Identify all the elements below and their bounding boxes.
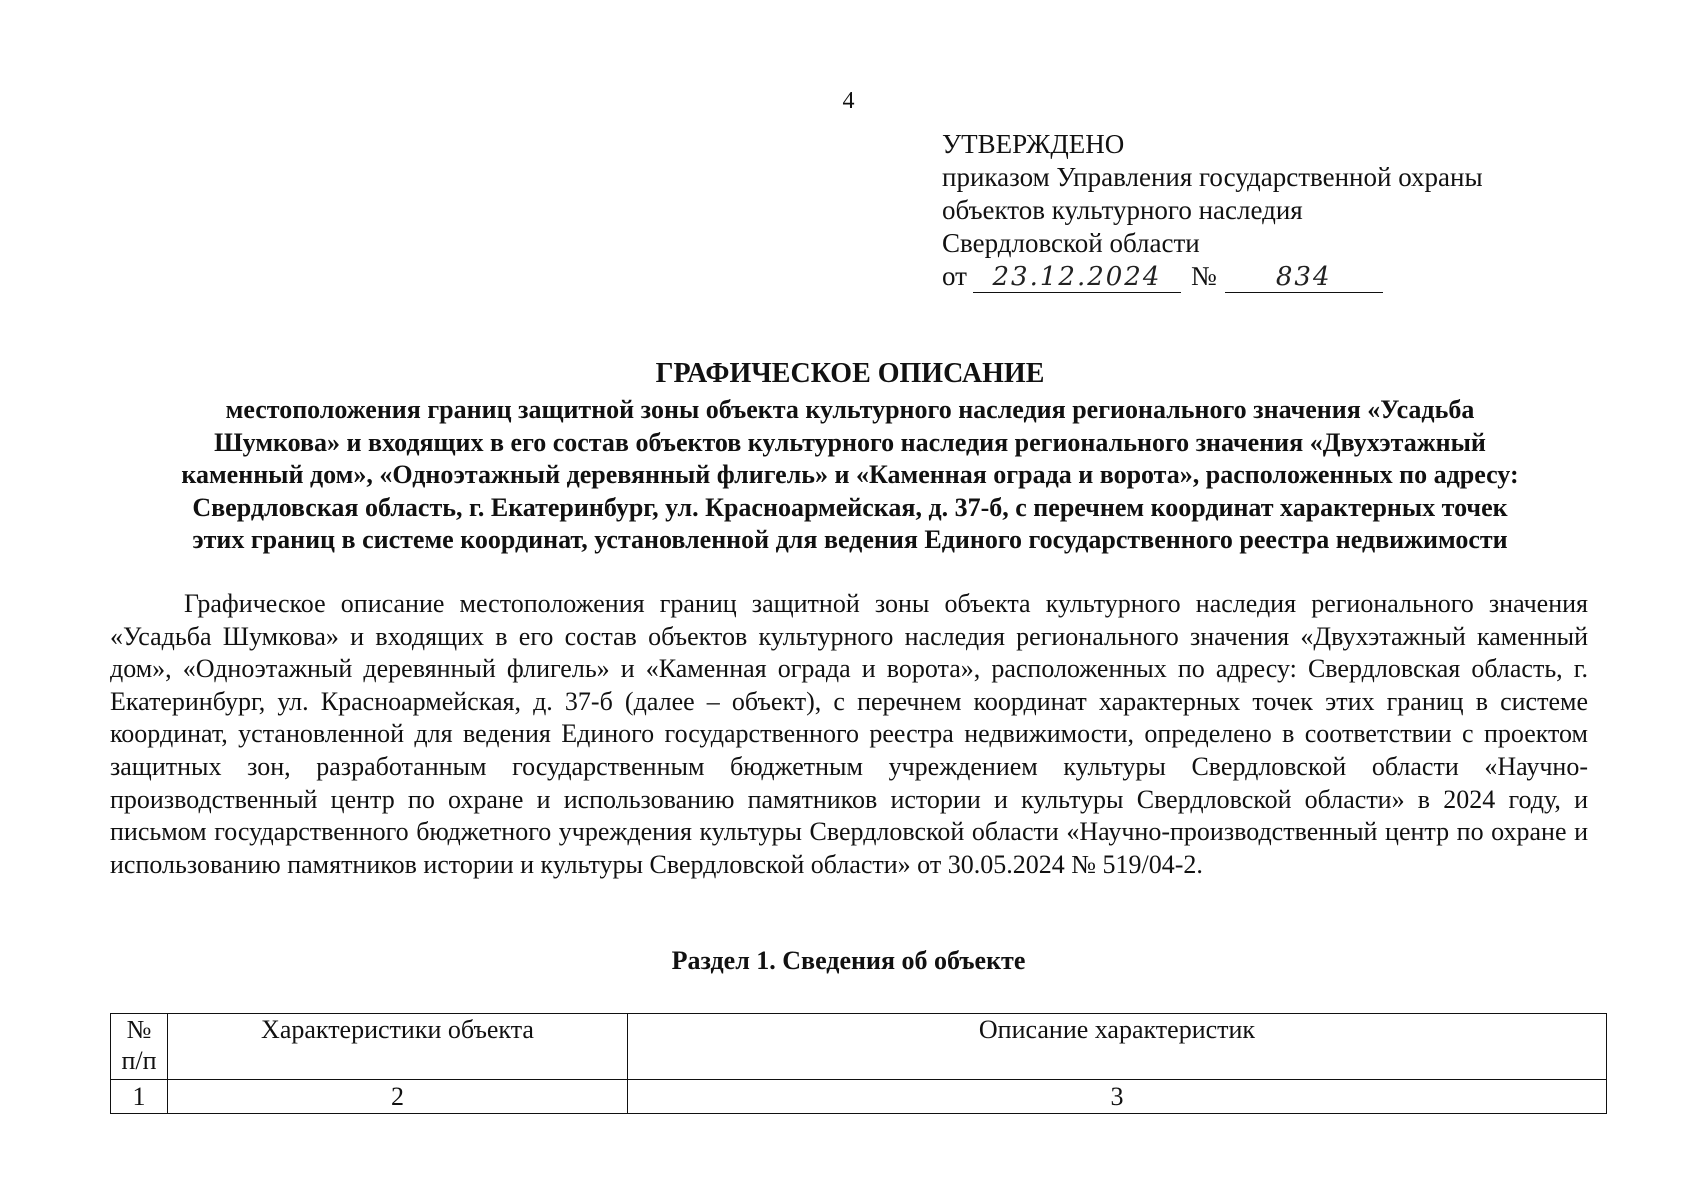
document-title-block: [100, 356, 1600, 557]
document-title: ГРАФИЧЕСКОЕ ОПИСАНИЕ: [655, 358, 1045, 389]
handwritten-order-number: 834: [1225, 262, 1383, 293]
document-subtitle-line: Свердловская область, г. Екатеринбург, ул. Красноармейская, д. 37-б, с перечнем координат характерных точек: [192, 492, 1508, 522]
table-row: [111, 1080, 1607, 1114]
page-number: 4: [842, 88, 855, 114]
header-cell-number: [111, 1014, 168, 1080]
object-info-table: [110, 1013, 1607, 1114]
table-cell: 2: [168, 1080, 628, 1114]
number-sign: №: [1190, 261, 1217, 291]
header-number-abbrev: п/п: [121, 1046, 157, 1075]
document-subtitle-line: местоположения границ защитной зоны объекта культурного наследия регионального значения «Усадьба: [225, 395, 1475, 424]
handwritten-date: 23.12.2024: [973, 262, 1181, 293]
approval-heading: УТВЕРЖДЕНО: [942, 129, 1125, 159]
body-paragraph: Графическое описание местоположения границ защитной зоны объекта культурного наследия регионального значения «Усадьба Шумкова» и входящих в его состав объектов культурного наследия регионального значения «Двухэтажный каменный дом», «Одноэтажный деревянный флигель» и «Каменная ограда и ворота», расположенных по адресу: Свердловская область, г. Екатеринбург, ул. Красноармейская, д. 37-б (далее – объект), с перечнем координат характерных точек этих границ в системе координат, установленной для ведения Единого государственного реестра недвижимости, определено в соответствии с проектом защитных зон, разработанным государственным бюджетным учреждением культуры Свердловской области «Научно-производственный центр по охране и использованию памятников истории и культуры Свердловской области» в 2024 году, и письмом государственного бюджетного учреждения культуры Свердловской области «Научно-производственный центр по охране и использованию памятников истории и культуры Свердловской области» от 30.05.2024 № 519/04-2.: [110, 589, 1588, 879]
header-number-sign: №: [126, 1015, 152, 1044]
approval-line: Свердловской области: [942, 228, 1200, 258]
date-prefix: от: [942, 261, 967, 291]
approval-line: приказом Управления государственной охраны: [942, 162, 1483, 192]
document-subtitle-line: каменный дом», «Одноэтажный деревянный флигель» и «Каменная ограда и ворота», расположенных по адресу:: [181, 460, 1519, 489]
approval-stamp-block: [942, 128, 1662, 293]
table-cell: 1: [111, 1080, 168, 1114]
section-heading: Раздел 1. Сведения об объекте: [671, 946, 1026, 975]
document-subtitle-line: этих границ в системе координат, установленной для ведения Единого государственного реестра недвижимости: [192, 525, 1508, 554]
header-cell-description: Описание характеристик: [628, 1014, 1607, 1080]
approval-date-number-row: [942, 260, 1662, 293]
header-cell-characteristics: Характеристики объекта: [168, 1014, 628, 1080]
table-cell: 3: [628, 1080, 1607, 1114]
table-header-row: [111, 1014, 1607, 1080]
document-subtitle-line: Шумкова» и входящих в его состав объектов культурного наследия регионального значения «Двухэтажный: [214, 427, 1486, 457]
approval-line: объектов культурного наследия: [942, 195, 1303, 225]
